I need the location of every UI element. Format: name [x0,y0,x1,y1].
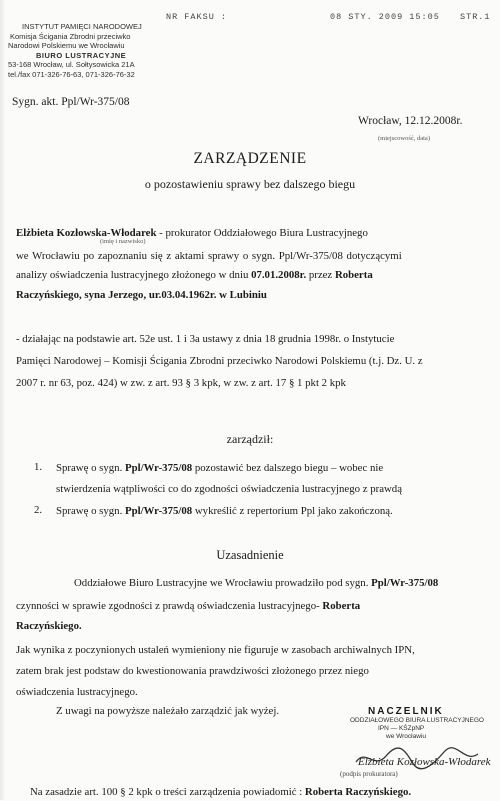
person-name: Roberta Raczyńskiego. [304,786,412,798]
head-stamp [338,706,488,741]
legal-basis-line-3: 2007 r. nr 63, poz. 424) w zw. z art. 93 § 3 kpk, w zw. z art. 17 § 1 pkt 2 kpk [16,377,346,389]
justification-heading: Uzasadnienie [216,548,284,562]
prosecutor-role: - prokurator Oddziałowego Biura Lustracyjnego [156,227,368,239]
case-reference: Sygn. akt. Ppl/Wr-375/08 [12,96,130,108]
intro-line-2: we Wrocławiu po zapoznaniu się z aktami sprawy o sygn. Ppl/Wr-375/08 dotyczącymi [16,250,402,262]
justification-p1-line-3: Raczyńskiego. [16,620,82,632]
case-signature: Ppl/Wr-375/08 [371,577,439,589]
stamp-line: 53-168 Wrocław, ul. Sołtysowicka 21A [8,60,135,70]
order-text: Sprawę o sygn. [56,505,125,517]
order-text: Sprawę o sygn. [56,462,125,474]
intro-line-1 [16,224,368,242]
stamp-line: tel./fax 071-326-76-63, 071-326-76-32 [8,69,135,79]
document-title: ZARZĄDZENIE [193,150,307,167]
fax-page: STR.1 [460,12,491,22]
legal-basis-line-1: - działając na podstawie art. 52e ust. 1 i 3a ustawy z dnia 18 grudnia 1998r. o Instytucie [16,333,395,345]
scan-edge [0,0,6,800]
place-date: Wrocław, 12.12.2008r. [358,115,463,127]
legal-basis-line-2: Pamięci Narodowej – Komisji Ścigania Zbrodni przeciwko Narodowi Polskiemu (t.j. Dz. U. z [16,355,423,367]
decided-heading: zarządził: [226,432,274,446]
justification-text: czynności w sprawie zgodności z prawdą oświadczenia lustracyjnego- [16,600,323,612]
justification-p1-line-1 [74,574,438,592]
name-hint: (imię i nazwisko) [100,238,146,245]
justification-p2-line-2: zatem brak jest podstaw do kwestionowania prawdziwości złożonego przez niego [16,665,369,677]
stamp-line: BIURO LUSTRACYJNE [36,50,127,60]
footer-notice [30,783,411,801]
declaration-date: 07.01.2008r. [251,269,307,281]
case-signature: Ppl/Wr-375/08 [124,505,193,517]
order-text: pozostawić bez dalszego biegu – wobec nie [192,462,384,474]
signature-name: Elżbieta Kozłowska-Włodarek [358,756,491,768]
justification-p2-line-3: oświadczenia lustracyjnego. [16,686,138,698]
stamp-line: IPN — KŚZpNP [378,725,425,732]
footer-text: Na zasadzie art. 100 § 2 kpk o treści zarządzenia powiadomić : [30,786,305,798]
order-2-line-1 [56,502,393,520]
order-text: wykreślić z repertorium Ppl jako zakończoną. [192,505,393,517]
person-name: Roberta [322,600,361,612]
justification-p2-line-1: Jak wynika z poczynionych ustaleń wymieniony nie figuruje w zasobach archiwalnych IPN, [16,644,415,656]
fax-datetime: 08 STY. 2009 15:05 [330,12,440,22]
stamp-line: ODDZIAŁOWEGO BIURA LUSTRACYJNEGO [350,717,484,724]
institution-stamp [8,22,142,80]
stamp-line: INSTYTUT PAMIĘCI NARODOWEJ [22,22,142,31]
person-name: Roberta [334,269,373,281]
stamp-line: Narodowi Polskiemu we Wrocławiu [8,41,125,51]
signature-hint: (podpis prokuratora) [340,770,398,778]
prosecutor-name: Elżbieta Kozłowska-Włodarek [16,227,157,239]
justification-p3: Z uwagi na powyższe należało zarządzić jak wyżej. [56,705,280,717]
order-number: 2. [34,504,43,516]
case-signature: Ppl/Wr-375/08 [124,462,193,474]
order-number: 1. [34,461,43,473]
intro-line-3 [16,266,373,284]
document-subtitle: o pozostawieniu sprawy bez dalszego biegu [144,177,356,191]
justification-p1-line-2 [16,597,360,615]
order-1-line-1 [56,459,383,477]
place-date-hint: (miejscowość, data) [378,135,430,142]
intro-line-4: Raczyńskiego, syna Jerzego, ur.03.04.1962r. w Lubiniu [16,289,267,301]
stamp-line: we Wrocławiu [386,733,426,740]
stamp-title: NACZELNIK [368,706,444,717]
justification-text: Oddziałowe Biuro Lustracyjne we Wrocławiu prowadziło pod sygn. [74,577,372,589]
stamp-line: Komisja Ścigania Zbrodni przeciwko [10,31,131,41]
fax-number-label: NR FAKSU : [166,12,228,22]
intro-text: przez [306,269,335,281]
order-1-line-2: stwierdzenia wątpliwości co do zgodności oświadczenia lustracyjnego z prawdą [56,483,402,495]
intro-text: analizy oświadczenia lustracyjnego złożonego w dniu [16,269,252,281]
